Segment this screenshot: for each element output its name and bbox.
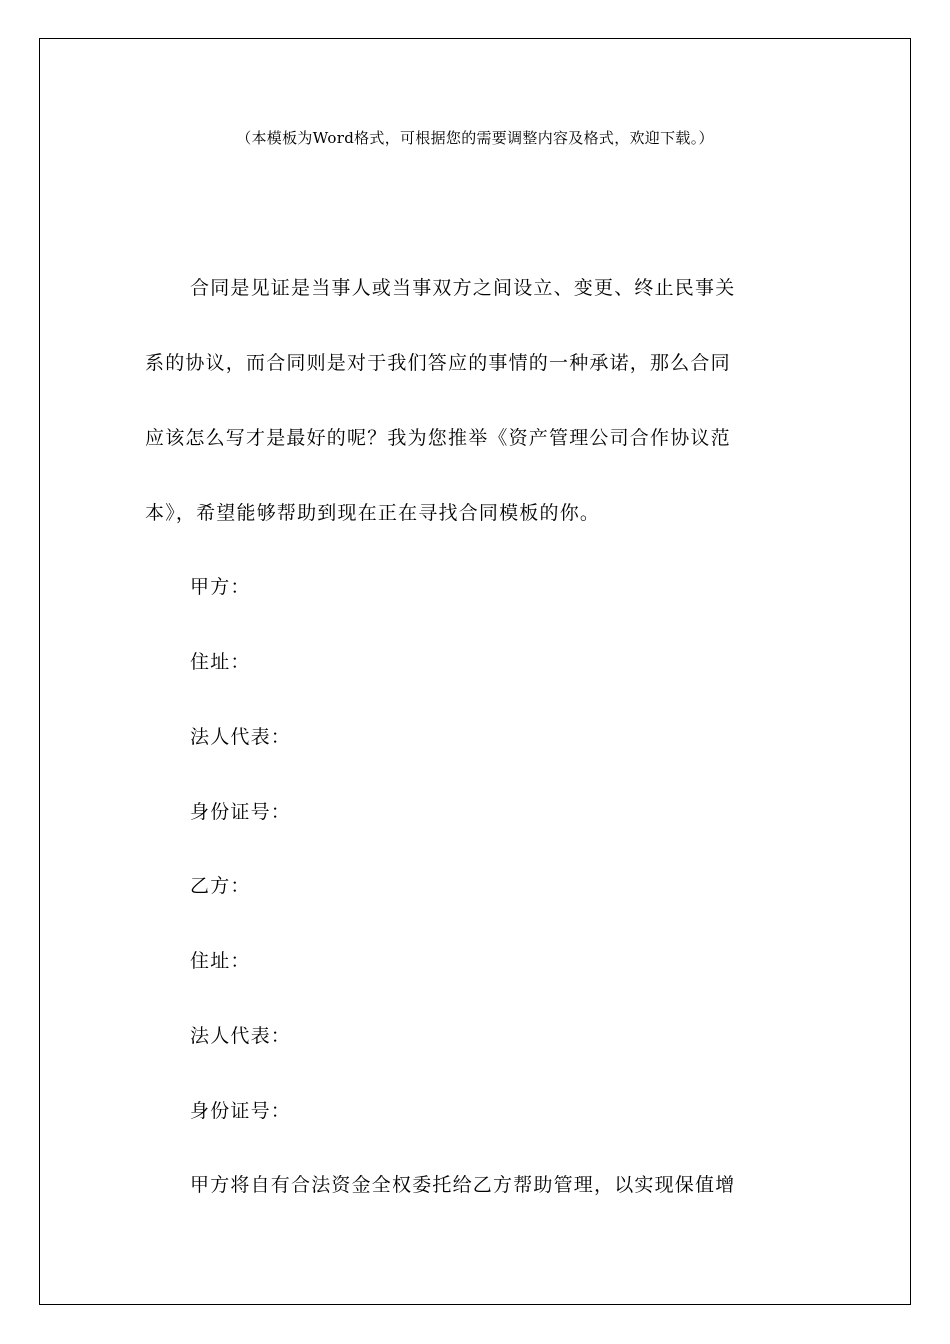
clause-paragraph-start: 甲方将自有合法资金全权委托给乙方帮助管理，以实现保值增 — [190, 1174, 736, 1196]
party-b-label: 乙方： — [190, 875, 251, 897]
intro-line-1: 合同是见证是当事人或当事双方之间设立、变更、终止民事关 — [190, 277, 736, 299]
party-a-legal-representative-label: 法人代表： — [190, 726, 292, 748]
party-a-label: 甲方： — [190, 576, 251, 598]
party-b-id-number-label: 身份证号： — [190, 1100, 292, 1122]
intro-line-4: 本》，希望能够帮助到现在正在寻找合同模板的你。 — [145, 502, 601, 524]
party-b-address-label: 住址： — [190, 950, 251, 972]
party-a-id-number-label: 身份证号： — [190, 801, 292, 823]
party-b-legal-representative-label: 法人代表： — [190, 1025, 292, 1047]
template-note: （本模板为Word格式，可根据您的需要调整内容及格式，欢迎下载。） — [236, 129, 714, 147]
intro-line-3: 应该怎么写才是最好的呢？我为您推举《资产管理公司合作协议范 — [145, 427, 731, 449]
party-a-address-label: 住址： — [190, 651, 251, 673]
intro-line-2: 系的协议，而合同则是对于我们答应的事情的一种承诺，那么合同 — [145, 352, 731, 374]
